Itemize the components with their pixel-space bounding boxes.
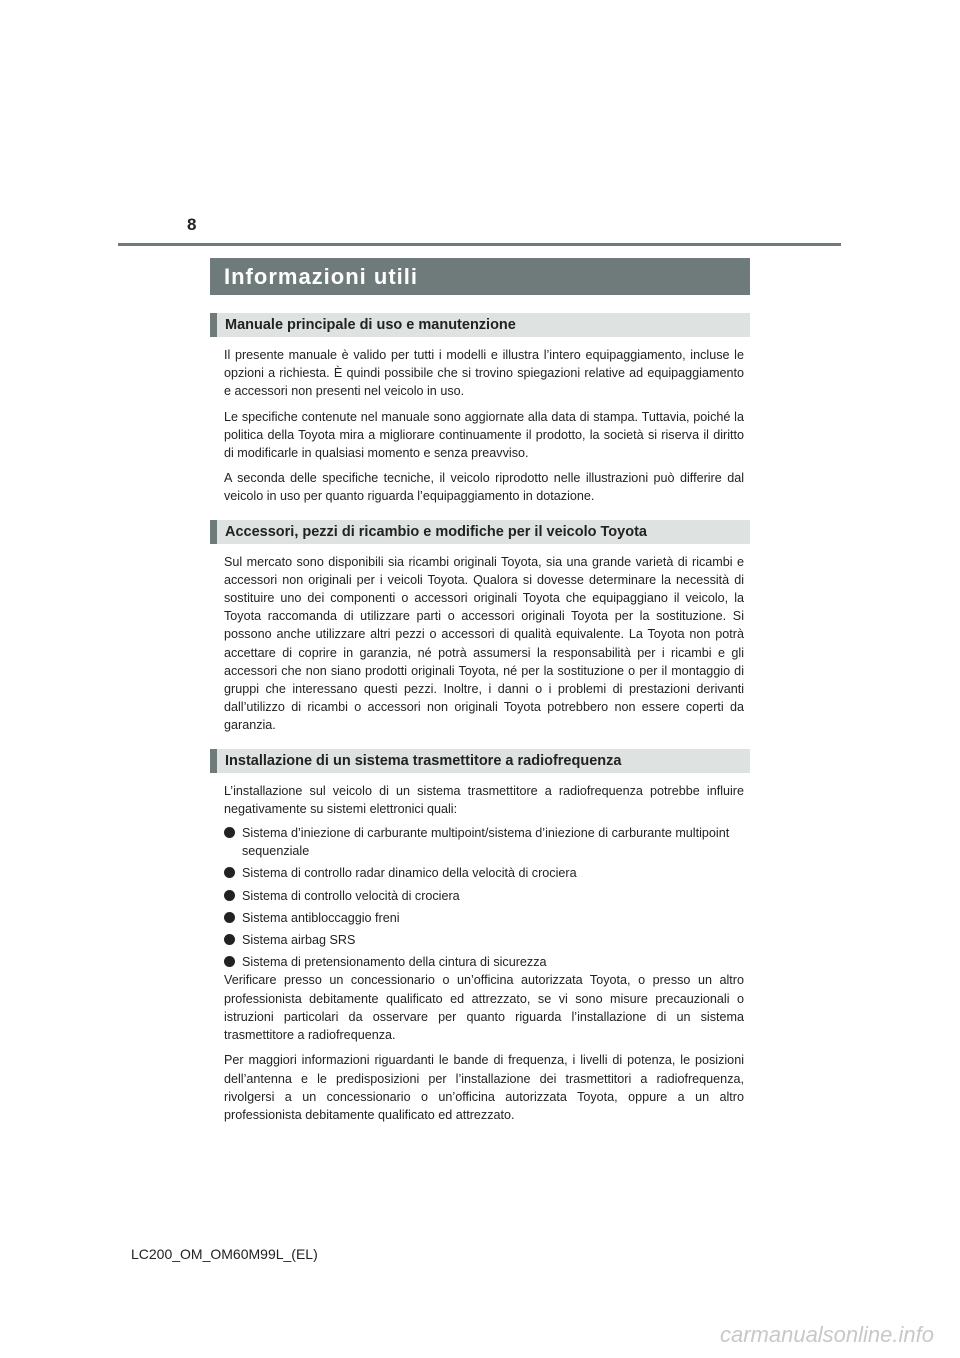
section-heading-manuale: Manuale principale di uso e manutenzione — [210, 313, 750, 337]
bullet-dot-icon — [224, 934, 235, 945]
watermark: carmanualsonline.info — [719, 1322, 934, 1347]
bullet-dot-icon — [224, 956, 235, 967]
paragraph: A seconda delle specifiche tecniche, il veicolo riprodotto nelle illustrazioni può differire dal veicolo in uso per quanto riguarda l’equipaggiamento in dotazione. — [224, 471, 744, 504]
section-heading-accessori: Accessori, pezzi di ricambio e modifiche per il veicolo Toyota — [210, 520, 750, 544]
paragraph-intro: L’installazione sul veicolo di un sistema trasmettitore a radiofrequenza potrebbe influire negativamente su sistemi elettronici quali: — [224, 783, 744, 816]
bullet-list — [224, 824, 744, 971]
bullet-dot-icon — [224, 890, 235, 901]
paragraph: Sul mercato sono disponibili sia ricambi originali Toyota, sia una grande varietà di ricambi e accessori non originali per i veicoli Toyota. Qualora si dovesse determinare la necessità di sostituire uno dei componenti o accessori originali Toyota che equipaggiano il veicolo, la Toyota raccomanda di utilizzare parti o accessori originali Toyota per la sostituzione. Si possono anche utilizzare altri pezzi o accessori di qualità equivalente. La Toyota non potrà accettare di coprire in garanzia, né potrà assumersi la responsabilità per i ricambi e gli accessori che non siano prodotti originali Toyota, né per la sostituzione o per il montaggio di gruppi che interessano questi pezzi. Inoltre, i danni o i problemi di prestazioni derivanti dall’utilizzo di ricambi o accessori non originali Toyota potrebbero non essere coperti da garanzia. — [224, 554, 744, 733]
section-body-radiofrequenza — [210, 782, 750, 1124]
list-item: Sistema d’iniezione di carburante multipoint/sistema d’iniezione di carburante multipoint sequenziale — [224, 824, 744, 860]
list-item: Sistema di controllo radar dinamico della velocità di crociera — [224, 864, 744, 882]
page-number: 8 — [187, 215, 197, 234]
header-rule — [118, 243, 841, 246]
bullet-dot-icon — [224, 867, 235, 878]
paragraph: Il presente manuale è valido per tutti i modelli e illustra l’intero equipaggiamento, incluse le opzioni a richiesta. È quindi possibile che si trovino spiegazioni relative ad equipaggiamento e accessori non presenti nel veicolo in uso. — [224, 348, 744, 399]
section-body-accessori — [210, 553, 750, 735]
list-item: Sistema di pretensionamento della cintura di sicurezza — [224, 953, 744, 971]
section-heading-radiofrequenza: Installazione di un sistema trasmettitore a radiofrequenza — [210, 749, 750, 773]
footer-document-code: LC200_OM_OM60M99L_(EL) — [131, 1246, 318, 1262]
bullet-dot-icon — [224, 827, 235, 838]
paragraph-note: Verificare presso un concessionario o un’officina autorizzata Toyota, o presso un altro professionista debitamente qualificato ed attrezzato, se vi sono misure precauzionali o istruzioni particolari da osservare per quanto riguarda l’installazione di un sistema trasmettitore a radiofrequenza. — [224, 973, 744, 1043]
section-body-manuale — [210, 346, 750, 506]
paragraph: Le specifiche contenute nel manuale sono aggiornate alla data di stampa. Tuttavia, poiché la politica della Toyota mira a migliorare continuamente il prodotto, la società si riserva il diritto di modificarle in qualsiasi momento e senza preavviso. — [224, 409, 744, 461]
bullet-dot-icon — [224, 912, 235, 923]
list-item: Sistema di controllo velocità di crociera — [224, 887, 744, 905]
page-content — [210, 313, 750, 1124]
paragraph-closing: Per maggiori informazioni riguardanti le bande di frequenza, i livelli di potenza, le posizioni dell’antenna e le predisposizioni per l’installazione dei trasmettitori a radiofrequenza, rivolgersi a un concessionario o un’officina autorizzata Toyota, oppure a un altro professionista debitamente qualificato ed attrezzato. — [224, 1053, 744, 1122]
list-item: Sistema antibloccaggio freni — [224, 909, 744, 927]
list-item: Sistema airbag SRS — [224, 931, 744, 949]
page-title: Informazioni utili — [210, 258, 750, 295]
